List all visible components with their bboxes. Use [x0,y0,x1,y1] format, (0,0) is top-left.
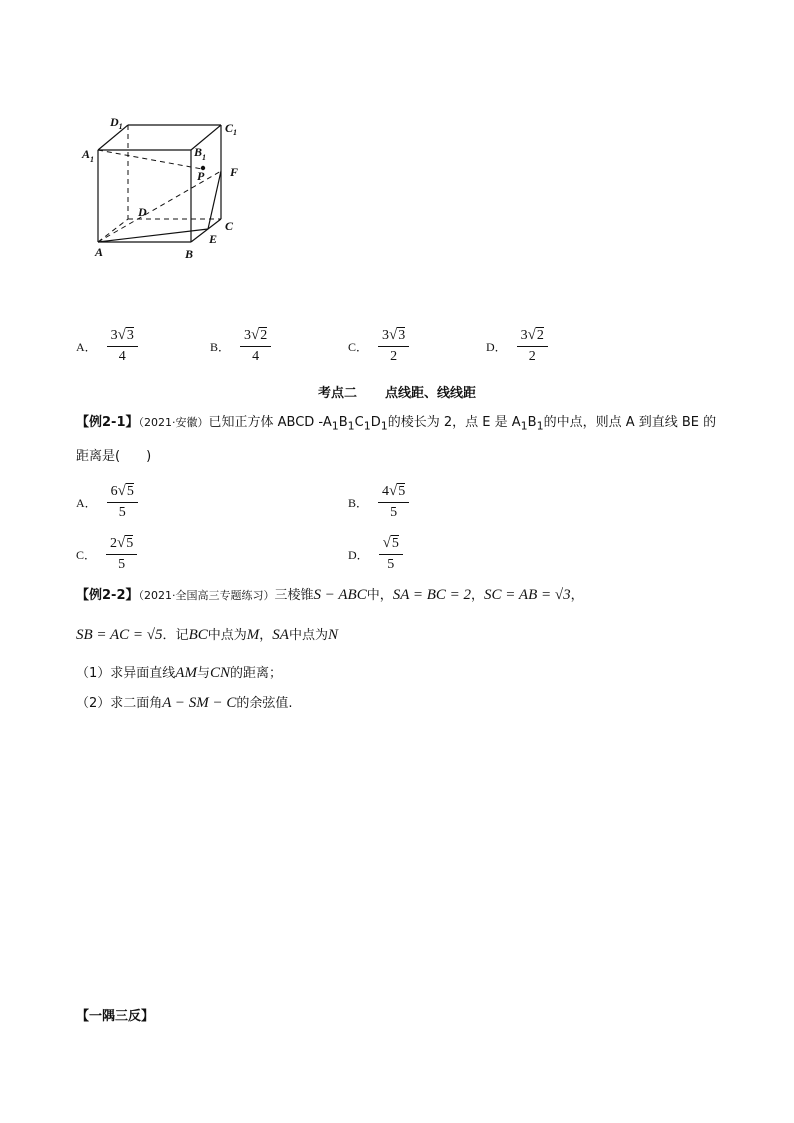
ex21-option-a: A． $\frac{6√5}{5}$ [76,484,138,520]
label-e: E [209,232,218,246]
example-tag: 【例2-2】 [76,588,139,603]
label-d1: $D_1$ [110,115,123,131]
label-f: F [230,165,239,179]
q1-option-a [76,328,138,364]
one-corner-three-heading: 【一隅三反】 [76,1009,155,1024]
ex21-option-b: B． $\frac{4√5}{5}$ [348,484,409,520]
label-b1: $B_1$ [194,145,207,162]
label-c1: $C_1$ [225,121,238,137]
option-letter: A． [76,339,97,354]
fraction: $\frac{3√2}{4}$ [240,328,271,364]
fraction: $\frac{3√3}{4}$ [107,328,138,364]
fraction: $\frac{√5}{5}$ [379,536,403,572]
segment-a1p-hidden [98,150,202,169]
example-tag: 【例2-1】 [76,415,139,430]
option-letter: B． [210,339,231,354]
fraction: $\frac{2√5}{5}$ [106,536,137,572]
example-source: （2021·安徽） [138,416,209,429]
fraction: $\frac{3√2}{2}$ [517,328,548,364]
example-2-2-q1: （1）求异面直线AM与CN的距离； [76,665,282,681]
ex21-option-d: D． $\frac{√5}{5}$ [348,536,403,572]
section-title: 点线距、线线距 [385,386,477,401]
example-2-2-line1: 【例2-2】（2021·全国高三专题练习）三棱锥S − ABC中，SA = BC = 2，SC = AB = √3， [76,587,584,603]
q1-option-b [210,328,271,364]
ex21-option-c: C． $\frac{2√5}{5}$ [76,536,137,572]
option-letter: C． [348,339,369,354]
section-label: 考点二 [317,386,357,401]
label-p: P [197,169,205,183]
q1-option-d [486,328,548,364]
fraction: $\frac{4√5}{5}$ [378,484,409,520]
label-a: A [95,245,104,259]
example-2-1-stem: 【例2-1】（2021·安徽）已知正方体 ABCD $-A_1B_1C_1D_1$的棱长为 2，点 E 是 $A_1B_1$的中点，则点 A 到直线 BE 的 距离是( ) [76,415,717,464]
label-d: D [138,205,147,219]
section-heading [0,382,794,401]
label-a1: $A_1$ [82,147,95,164]
cube-figure [78,108,258,268]
example-2-1-line2: 距离是( ) [76,448,152,464]
option-letter: D． [486,339,507,354]
example-2-2-q2: （2）求二面角A − SM − C的余弦值. [76,695,293,711]
fraction: $\frac{3√3}{2}$ [378,328,409,364]
label-b: B [185,247,194,261]
q1-option-c [348,328,409,364]
label-c: C [225,219,234,233]
example-2-2-line2: SB = AC = √5．记BC中点为M，SA中点为N [76,627,338,643]
fraction: $\frac{6√5}{5}$ [107,484,138,520]
